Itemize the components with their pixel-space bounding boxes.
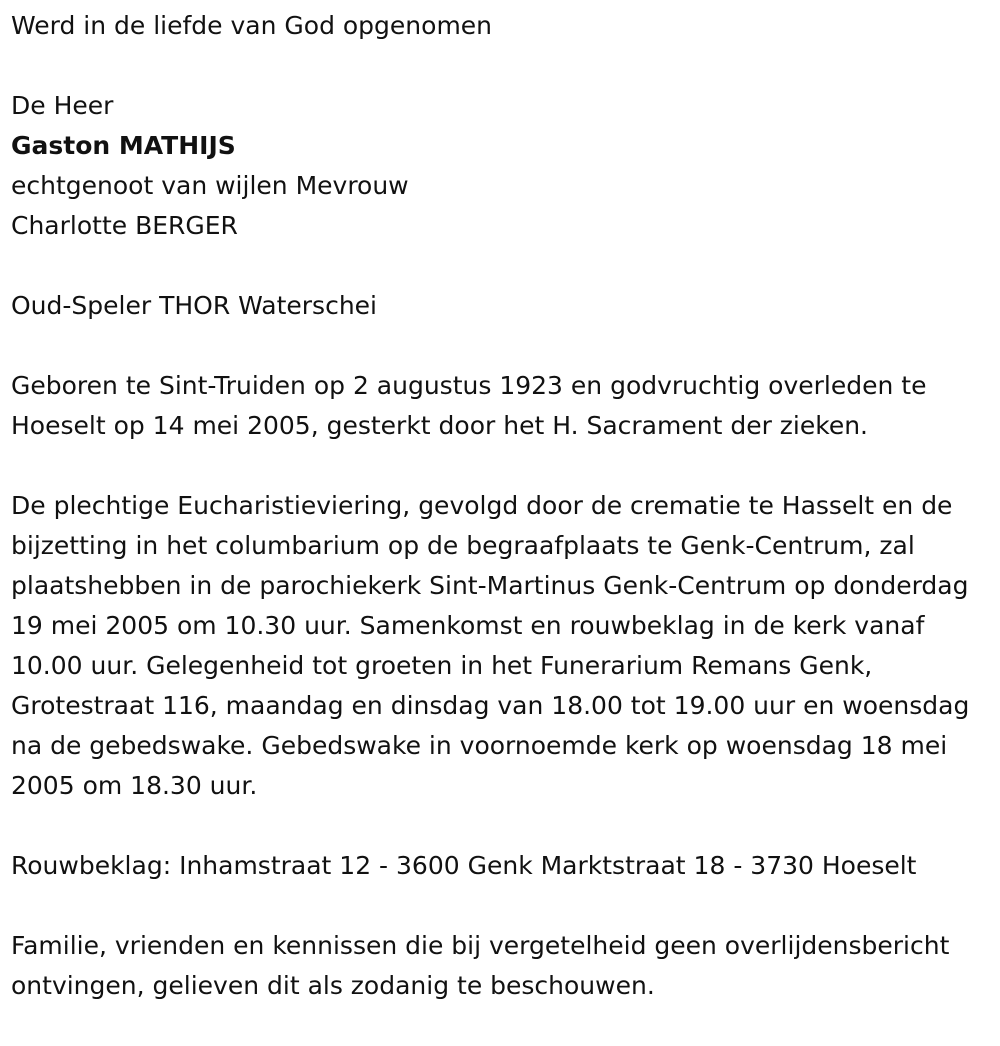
intro-text: Werd in de liefde van God opgenomen [11,11,493,40]
spacer [11,246,993,286]
spouse-line-1: echtgenoot van wijlen Mevrouw [11,171,409,200]
spacer [11,886,993,926]
obituary-document [11,6,993,1006]
spacer [11,326,993,366]
birth-death-paragraph: Geboren te Sint-Truiden op 2 augustus 1923 en godvruchtig overleden te Hoeselt op 14 mei 2005, gesterkt door het H. Sacrament der zieken. [11,371,927,440]
closing-paragraph: Familie, vrienden en kennissen die bij vergetelheid geen overlijdensbericht ontvingen, gelieven dit als zodanig te beschouwen. [11,931,950,1000]
ceremony-paragraph: De plechtige Eucharistieviering, gevolgd door de crematie te Hasselt en de bijzetting in het columbarium op de begraafplaats te Genk-Centrum, zal plaatshebben in de parochiekerk Sint-Martinus Genk-Centrum op donderdag 19 mei 2005 om 10.30 uur. Samenkomst en rouwbeklag in de kerk vanaf 10.00 uur. Gelegenheid tot groeten in het Funerarium Remans Genk, Grotestraat 116, maandag en dinsdag van 18.00 tot 19.00 uur en woensdag na de gebedswake. Gebedswake in voornoemde kerk op woensdag 18 mei 2005 om 18.30 uur. [11,491,970,800]
deceased-name: Gaston MATHIJS [11,131,236,160]
role-text: Oud-Speler THOR Waterschei [11,291,377,320]
spacer [11,46,993,86]
spacer [11,806,993,846]
honorific-title: De Heer [11,91,114,120]
spouse-line-2: Charlotte BERGER [11,211,238,240]
spacer [11,446,993,486]
condolences-address: Rouwbeklag: Inhamstraat 12 - 3600 Genk Marktstraat 18 - 3730 Hoeselt [11,851,917,880]
